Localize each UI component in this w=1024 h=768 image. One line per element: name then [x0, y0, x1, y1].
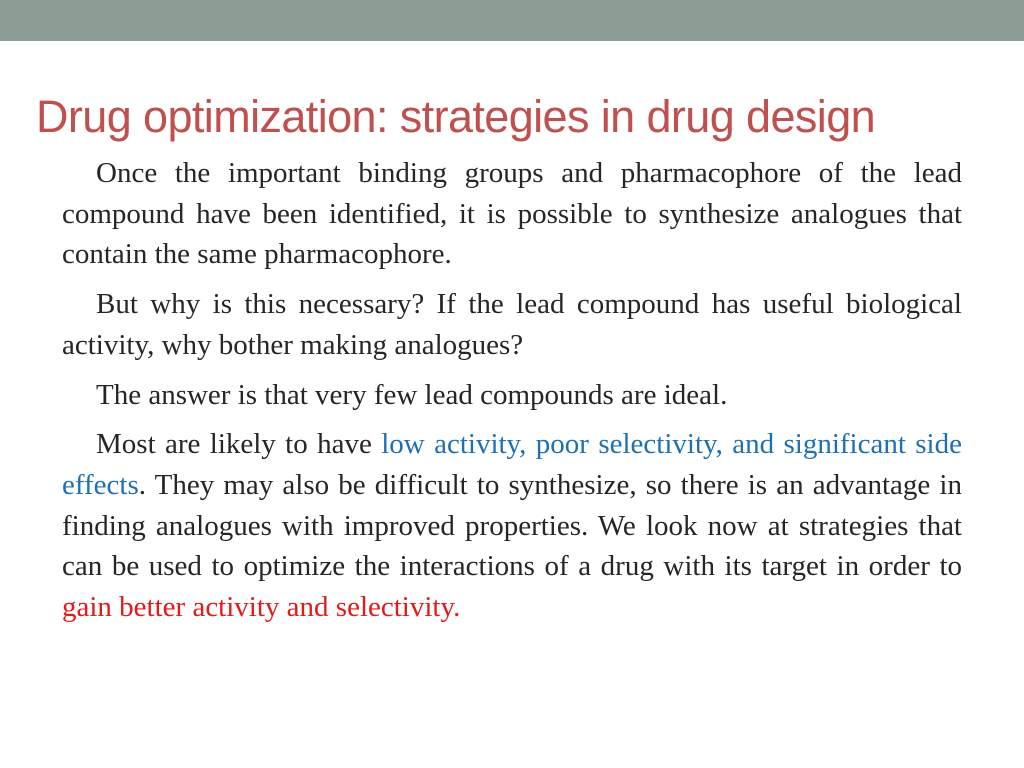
highlight-goal: gain better activity and selectivity.: [62, 591, 461, 624]
slide-body: [62, 153, 962, 637]
paragraph-2: But why is this necessary? If the lead compound has useful biological activity, why bother making analogues?: [62, 288, 962, 361]
paragraph-4-middle: . They may also be difficult to synthesize, so there is an advantage in finding analogues with improved properties. We look now at strategies that can be used to optimize the interactions of a drug with its target in order to: [62, 468, 962, 583]
top-accent-bar: [0, 0, 1024, 41]
paragraph-3: The answer is that very few lead compounds are ideal.: [96, 378, 728, 411]
highlight-drawbacks: low activity, poor selectivity, and significant side effects: [62, 428, 962, 501]
slide-title: Drug optimization: strategies in drug design: [36, 91, 876, 142]
paragraph-4-intro: Most are likely to have: [96, 428, 382, 461]
paragraph-4: [62, 424, 962, 628]
paragraph-1: Once the important binding groups and pharmacophore of the lead compound have been identified, it is possible to synthesize analogues that contain the same pharmacophore.: [62, 157, 962, 271]
